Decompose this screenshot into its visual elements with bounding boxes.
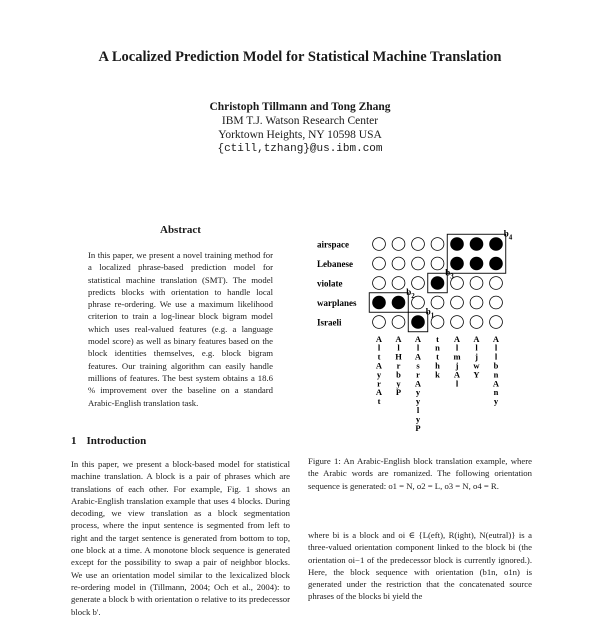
- empty-alignment-dot: [373, 238, 386, 251]
- arabic-word-labels: [376, 334, 500, 433]
- english-word: warplanes: [317, 298, 357, 308]
- address: Yorktown Heights, NY 10598 USA: [218, 129, 382, 141]
- empty-alignment-dot: [412, 277, 425, 290]
- affiliation: IBM T.J. Watson Research Center: [221, 115, 379, 127]
- arabic-word: A l m j A l: [453, 333, 461, 389]
- block-translation-figure: [305, 222, 530, 447]
- filled-alignment-dot: [431, 277, 444, 290]
- empty-alignment-dot: [451, 316, 464, 329]
- empty-alignment-dot: [392, 257, 405, 270]
- empty-alignment-dot: [431, 257, 444, 270]
- introduction-text: In this paper, we present a block-based model for statistical machine translation. A block is a pair of phrases which are translations of each other. For example, Fig. 1 shows an Arabic-English translation example that uses 4 blocks. During decoding, we view translation as a block segmentation process, where the input sentence is segmented from left to right and the target sentence is generated from bottom to top, one block at a time. A monotone block sequence is generated except for the possibility to swap a pair of neighbor blocks. We use an orientation model similar to the lexicalized block re-ordering model in (Tillmann, 2004; Och et al., 2004): to generate a block b with orientation o relative to its predecessor block b'.: [71, 459, 290, 617]
- block-label: $b_2$: [406, 286, 415, 300]
- english-word: Lebanese: [317, 259, 353, 269]
- email: {ctill,tzhang}@us.ibm.com: [217, 143, 383, 155]
- author-names: Christoph Tillmann and Tong Zhang: [209, 101, 391, 113]
- arabic-word: A l H r b y P: [395, 333, 402, 398]
- empty-alignment-dot: [373, 257, 386, 270]
- empty-alignment-dot: [490, 296, 503, 309]
- arabic-word: A l l b n A n y: [492, 333, 500, 407]
- empty-alignment-dot: [373, 277, 386, 290]
- arabic-word: t n t h k: [435, 333, 440, 380]
- section-heading-introduction: [71, 435, 146, 447]
- empty-alignment-dot: [373, 316, 386, 329]
- filled-alignment-dot: [490, 257, 503, 270]
- filled-alignment-dot: [470, 257, 483, 270]
- empty-alignment-dot: [392, 316, 405, 329]
- block-label: $b_4$: [503, 228, 513, 242]
- empty-alignment-dot: [451, 296, 464, 309]
- block-label: $b_3$: [445, 267, 454, 281]
- arabic-word: A l t A y r A t: [375, 333, 383, 407]
- empty-alignment-dot: [431, 238, 444, 251]
- empty-alignment-dot: [412, 257, 425, 270]
- arabic-word: A l j w Y: [473, 333, 480, 380]
- empty-alignment-dot: [392, 277, 405, 290]
- empty-alignment-dot: [470, 277, 483, 290]
- english-word: Israeli: [317, 317, 342, 328]
- alignment-grid: [373, 238, 503, 329]
- english-word: airspace: [317, 239, 349, 250]
- english-word: violate: [317, 278, 343, 289]
- abstract-text: In this paper, we present a novel training method for a localized phrase-based prediction model for statistical machine translation (SMT). The model predicts blocks with orientation to handle local phrase re-ordering. We use a maximum likelihood criterion to train a log-linear block bigram model which uses real-valued features (e.g. a language model score) as well as binary features based on the block identities themselves, e.g. block bigram features. Our training algorithm can easily handle millions of features. The best system obtains a 18.6 % improvement over the baseline on a standard Arabic-English translation task.: [88, 250, 273, 408]
- empty-alignment-dot: [470, 296, 483, 309]
- empty-alignment-dot: [431, 296, 444, 309]
- section-number: 1: [71, 435, 77, 447]
- filled-alignment-dot: [392, 296, 405, 309]
- paper-title: A Localized Prediction Model for Statistical Machine Translation: [98, 49, 502, 65]
- empty-alignment-dot: [412, 238, 425, 251]
- empty-alignment-dot: [470, 316, 483, 329]
- section-title: Introduction: [86, 435, 147, 447]
- filled-alignment-dot: [373, 296, 386, 309]
- english-word-labels: [317, 240, 357, 328]
- right-column-text: where bi is a block and oi ∈ {L(eft), R(ight), N(eutral)} is a three-valued orientation component linked to the block bi (the orientation oi−1 of the predecessor block is currently ignored.). Here, the block sequence with orientation (b1n, o1n) is generated under the restriction that the concatenated source phrases of the blocks bi yield the: [308, 530, 532, 602]
- arabic-word: A l A s r A y y l y P: [414, 333, 422, 433]
- abstract-heading: Abstract: [160, 224, 201, 236]
- filled-alignment-dot: [470, 238, 483, 251]
- empty-alignment-dot: [490, 316, 503, 329]
- figure-caption: Figure 1: An Arabic-English block translation example, where the Arabic words are romanized. The following orientation sequence is generated: o1 = N, o2 = L, o3 = N, o4 = R.: [308, 456, 532, 491]
- filled-alignment-dot: [451, 257, 464, 270]
- block-label: $b_1$: [425, 306, 435, 320]
- filled-alignment-dot: [412, 316, 425, 329]
- author-block: [0, 100, 600, 156]
- empty-alignment-dot: [490, 277, 503, 290]
- filled-alignment-dot: [451, 238, 464, 251]
- empty-alignment-dot: [392, 238, 405, 251]
- filled-alignment-dot: [490, 238, 503, 251]
